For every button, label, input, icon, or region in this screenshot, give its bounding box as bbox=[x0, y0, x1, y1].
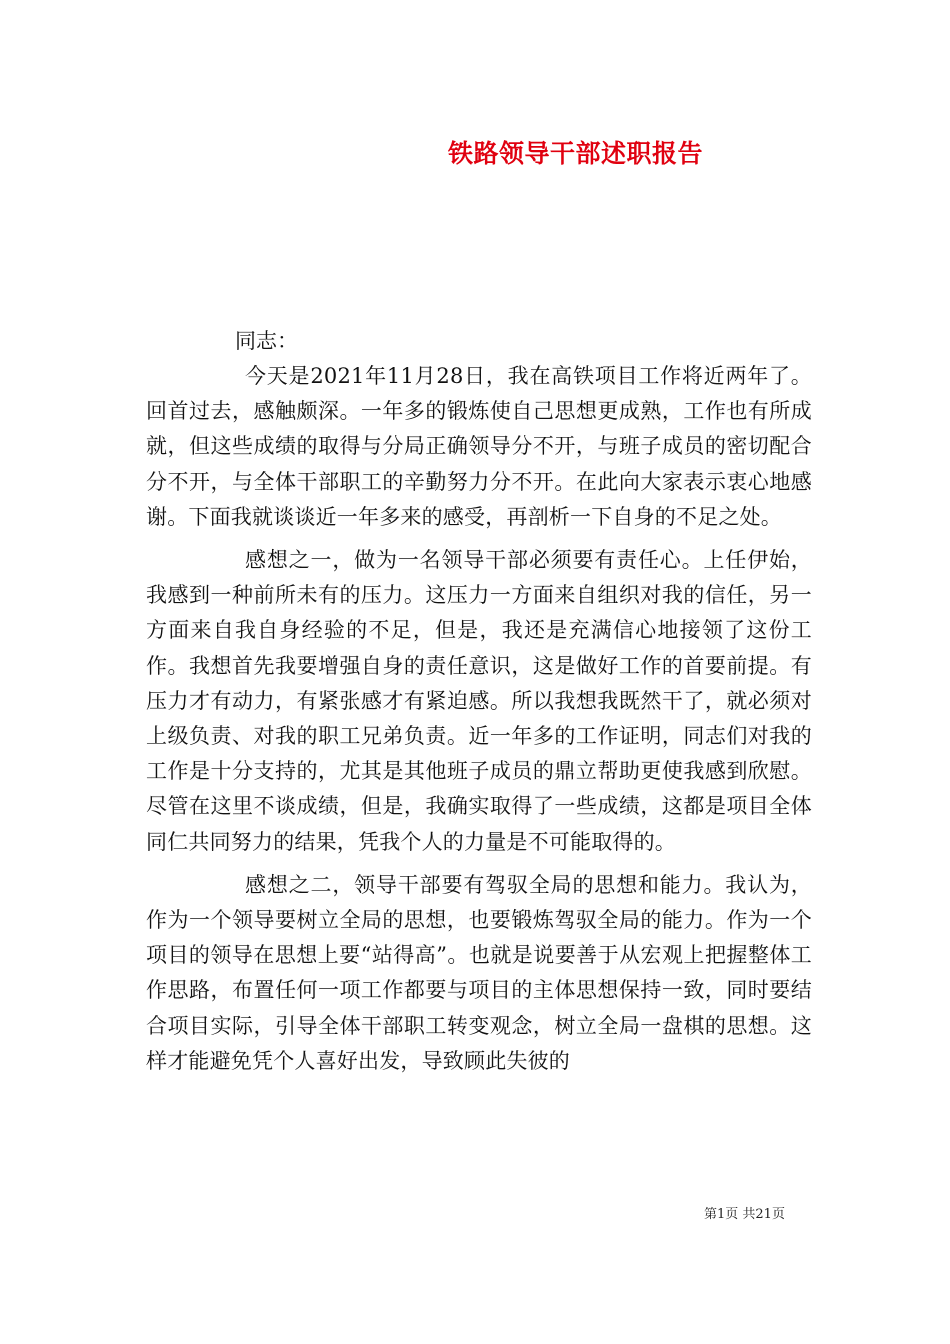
document-body bbox=[146, 359, 812, 1087]
paragraph-1: 今天是2021年11月28日，我在高铁项目工作将近两年了。回首过去，感触颇深。一年多的锻炼使自己思想更成熟，工作也有所成就，但这些成绩的取得与分局正确领导分不开，与班子成员的密切配合分不开，与全体干部职工的辛勤努力分不开。在此向大家表示衷心地感谢。下面我就谈谈近一年多来的感受，再剖析一下自身的不足之处。 bbox=[146, 364, 812, 529]
document-title: 铁路领导干部述职报告 bbox=[448, 139, 704, 168]
page-number-footer: 第1页 共21页 bbox=[704, 1207, 785, 1222]
paragraph-3: 感想之二，领导干部要有驾驭全局的思想和能力。我认为，作为一个领导要树立全局的思想，也要锻炼驾驭全局的能力。作为一个项目的领导在思想上要“站得高”。也就是说要善于从宏观上把握整体工作思路，布置任何一项工作都要与项目的主体思想保持一致，同时要结合项目实际，引导全体干部职工转变观念，树立全局一盘棋的思想。这样才能避免凭个人喜好出发，导致顾此失彼的 bbox=[146, 872, 812, 1073]
paragraph-2: 感想之一，做为一名领导干部必须要有责任心。上任伊始，我感到一种前所未有的压力。这压力一方面来自组织对我的信任，另一方面来自我自身经验的不足，但是，我还是充满信心地接领了这份工作。我想首先我要增强自身的责任意识，这是做好工作的首要前提。有压力才有动力，有紧张感才有紧迫感。所以我想我既然干了，就必须对上级负责、对我的职工兄弟负责。近一年多的工作证明，同志们对我的工作是十分支持的，尤其是其他班子成员的鼎立帮助更使我感到欣慰。尽管在这里不谈成绩，但是，我确实取得了一些成绩，这都是项目全体同仁共同努力的结果，凭我个人的力量是不可能取得的。 bbox=[146, 548, 812, 854]
salutation: 同志： bbox=[235, 329, 298, 353]
